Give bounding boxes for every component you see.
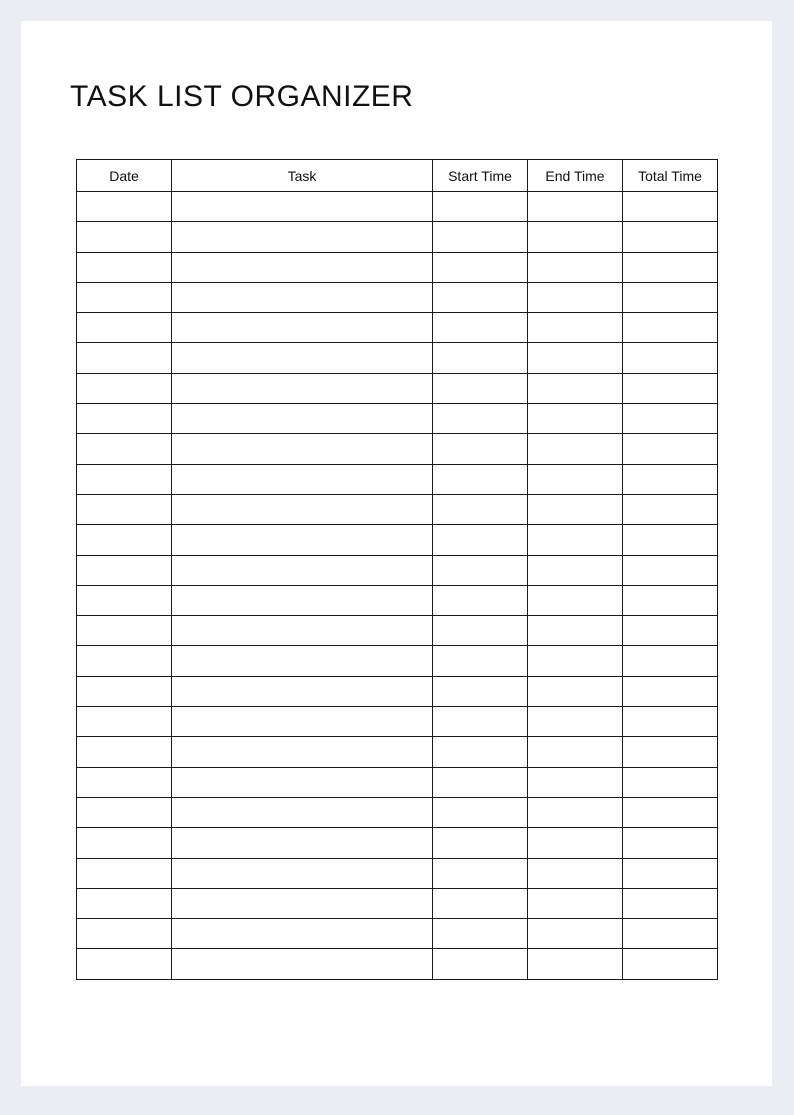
table-row bbox=[77, 707, 718, 737]
column-header-end-time: End Time bbox=[528, 160, 623, 192]
date-cell[interactable] bbox=[77, 585, 172, 615]
task-cell[interactable] bbox=[172, 676, 433, 706]
end-time-cell[interactable] bbox=[528, 585, 623, 615]
start-time-cell[interactable] bbox=[433, 646, 528, 676]
total-time-cell[interactable] bbox=[623, 888, 718, 918]
start-time-cell[interactable] bbox=[433, 192, 528, 222]
end-time-cell[interactable] bbox=[528, 888, 623, 918]
table-row bbox=[77, 313, 718, 343]
date-cell[interactable] bbox=[77, 919, 172, 949]
total-time-cell[interactable] bbox=[623, 373, 718, 403]
table-row bbox=[77, 949, 718, 979]
date-cell[interactable] bbox=[77, 494, 172, 524]
total-time-cell[interactable] bbox=[623, 222, 718, 252]
task-cell[interactable] bbox=[172, 949, 433, 979]
date-cell[interactable] bbox=[77, 828, 172, 858]
start-time-cell[interactable] bbox=[433, 888, 528, 918]
column-header-total-time: Total Time bbox=[623, 160, 718, 192]
date-cell[interactable] bbox=[77, 737, 172, 767]
task-cell[interactable] bbox=[172, 616, 433, 646]
date-cell[interactable] bbox=[77, 797, 172, 827]
start-time-cell[interactable] bbox=[433, 676, 528, 706]
end-time-cell[interactable] bbox=[528, 858, 623, 888]
start-time-cell[interactable] bbox=[433, 949, 528, 979]
end-time-cell[interactable] bbox=[528, 919, 623, 949]
date-cell[interactable] bbox=[77, 858, 172, 888]
table-row bbox=[77, 828, 718, 858]
date-cell[interactable] bbox=[77, 616, 172, 646]
start-time-cell[interactable] bbox=[433, 525, 528, 555]
table-row bbox=[77, 737, 718, 767]
task-cell[interactable] bbox=[172, 858, 433, 888]
column-header-start-time: Start Time bbox=[433, 160, 528, 192]
end-time-cell[interactable] bbox=[528, 616, 623, 646]
date-cell[interactable] bbox=[77, 434, 172, 464]
total-time-cell[interactable] bbox=[623, 737, 718, 767]
end-time-cell[interactable] bbox=[528, 676, 623, 706]
table-row bbox=[77, 343, 718, 373]
end-time-cell[interactable] bbox=[528, 828, 623, 858]
start-time-cell[interactable] bbox=[433, 404, 528, 434]
total-time-cell[interactable] bbox=[623, 252, 718, 282]
table-row bbox=[77, 222, 718, 252]
start-time-cell[interactable] bbox=[433, 313, 528, 343]
date-cell[interactable] bbox=[77, 646, 172, 676]
task-table bbox=[76, 159, 718, 980]
column-header-task: Task bbox=[172, 160, 433, 192]
end-time-cell[interactable] bbox=[528, 343, 623, 373]
table-row bbox=[77, 192, 718, 222]
start-time-cell[interactable] bbox=[433, 828, 528, 858]
task-cell[interactable] bbox=[172, 646, 433, 676]
start-time-cell[interactable] bbox=[433, 797, 528, 827]
start-time-cell[interactable] bbox=[433, 252, 528, 282]
total-time-cell[interactable] bbox=[623, 434, 718, 464]
total-time-cell[interactable] bbox=[623, 282, 718, 312]
date-cell[interactable] bbox=[77, 192, 172, 222]
total-time-cell[interactable] bbox=[623, 343, 718, 373]
task-cell[interactable] bbox=[172, 919, 433, 949]
table-row bbox=[77, 858, 718, 888]
total-time-cell[interactable] bbox=[623, 585, 718, 615]
start-time-cell[interactable] bbox=[433, 858, 528, 888]
task-table-body bbox=[77, 192, 718, 980]
date-cell[interactable] bbox=[77, 707, 172, 737]
table-row bbox=[77, 555, 718, 585]
start-time-cell[interactable] bbox=[433, 919, 528, 949]
end-time-cell[interactable] bbox=[528, 646, 623, 676]
task-cell[interactable] bbox=[172, 282, 433, 312]
end-time-cell[interactable] bbox=[528, 707, 623, 737]
start-time-cell[interactable] bbox=[433, 737, 528, 767]
date-cell[interactable] bbox=[77, 373, 172, 403]
end-time-cell[interactable] bbox=[528, 737, 623, 767]
total-time-cell[interactable] bbox=[623, 464, 718, 494]
total-time-cell[interactable] bbox=[623, 767, 718, 797]
date-cell[interactable] bbox=[77, 313, 172, 343]
end-time-cell[interactable] bbox=[528, 494, 623, 524]
table-row bbox=[77, 494, 718, 524]
column-header-date: Date bbox=[77, 160, 172, 192]
table-row bbox=[77, 404, 718, 434]
end-time-cell[interactable] bbox=[528, 313, 623, 343]
total-time-cell[interactable] bbox=[623, 858, 718, 888]
start-time-cell[interactable] bbox=[433, 343, 528, 373]
table-row bbox=[77, 797, 718, 827]
total-time-cell[interactable] bbox=[623, 949, 718, 979]
table-row bbox=[77, 676, 718, 706]
total-time-cell[interactable] bbox=[623, 797, 718, 827]
date-cell[interactable] bbox=[77, 676, 172, 706]
end-time-cell[interactable] bbox=[528, 525, 623, 555]
task-cell[interactable] bbox=[172, 494, 433, 524]
task-cell[interactable] bbox=[172, 434, 433, 464]
end-time-cell[interactable] bbox=[528, 555, 623, 585]
task-cell[interactable] bbox=[172, 192, 433, 222]
start-time-cell[interactable] bbox=[433, 222, 528, 252]
table-row bbox=[77, 919, 718, 949]
total-time-cell[interactable] bbox=[623, 646, 718, 676]
page-title: TASK LIST ORGANIZER bbox=[70, 80, 414, 113]
start-time-cell[interactable] bbox=[433, 555, 528, 585]
table-row bbox=[77, 888, 718, 918]
start-time-cell[interactable] bbox=[433, 464, 528, 494]
start-time-cell[interactable] bbox=[433, 585, 528, 615]
total-time-cell[interactable] bbox=[623, 192, 718, 222]
planner-page bbox=[21, 21, 772, 1086]
end-time-cell[interactable] bbox=[528, 434, 623, 464]
task-cell[interactable] bbox=[172, 404, 433, 434]
task-cell[interactable] bbox=[172, 222, 433, 252]
total-time-cell[interactable] bbox=[623, 828, 718, 858]
table-row bbox=[77, 646, 718, 676]
task-cell[interactable] bbox=[172, 797, 433, 827]
task-cell[interactable] bbox=[172, 525, 433, 555]
total-time-cell[interactable] bbox=[623, 555, 718, 585]
total-time-cell[interactable] bbox=[623, 313, 718, 343]
end-time-cell[interactable] bbox=[528, 282, 623, 312]
date-cell[interactable] bbox=[77, 282, 172, 312]
date-cell[interactable] bbox=[77, 252, 172, 282]
start-time-cell[interactable] bbox=[433, 767, 528, 797]
end-time-cell[interactable] bbox=[528, 192, 623, 222]
task-cell[interactable] bbox=[172, 313, 433, 343]
table-row bbox=[77, 585, 718, 615]
table-row bbox=[77, 373, 718, 403]
task-cell[interactable] bbox=[172, 737, 433, 767]
total-time-cell[interactable] bbox=[623, 525, 718, 555]
date-cell[interactable] bbox=[77, 404, 172, 434]
start-time-cell[interactable] bbox=[433, 434, 528, 464]
total-time-cell[interactable] bbox=[623, 707, 718, 737]
end-time-cell[interactable] bbox=[528, 252, 623, 282]
table-row bbox=[77, 616, 718, 646]
task-cell[interactable] bbox=[172, 888, 433, 918]
task-cell[interactable] bbox=[172, 828, 433, 858]
date-cell[interactable] bbox=[77, 525, 172, 555]
start-time-cell[interactable] bbox=[433, 707, 528, 737]
table-header-row bbox=[77, 160, 718, 192]
task-cell[interactable] bbox=[172, 585, 433, 615]
task-cell[interactable] bbox=[172, 343, 433, 373]
start-time-cell[interactable] bbox=[433, 282, 528, 312]
date-cell[interactable] bbox=[77, 888, 172, 918]
total-time-cell[interactable] bbox=[623, 919, 718, 949]
total-time-cell[interactable] bbox=[623, 404, 718, 434]
start-time-cell[interactable] bbox=[433, 616, 528, 646]
task-cell[interactable] bbox=[172, 767, 433, 797]
task-cell[interactable] bbox=[172, 555, 433, 585]
date-cell[interactable] bbox=[77, 949, 172, 979]
end-time-cell[interactable] bbox=[528, 222, 623, 252]
task-cell[interactable] bbox=[172, 373, 433, 403]
task-cell[interactable] bbox=[172, 252, 433, 282]
task-cell[interactable] bbox=[172, 707, 433, 737]
total-time-cell[interactable] bbox=[623, 676, 718, 706]
end-time-cell[interactable] bbox=[528, 767, 623, 797]
table-row bbox=[77, 525, 718, 555]
table-row bbox=[77, 282, 718, 312]
date-cell[interactable] bbox=[77, 343, 172, 373]
table-row bbox=[77, 434, 718, 464]
table-row bbox=[77, 767, 718, 797]
end-time-cell[interactable] bbox=[528, 949, 623, 979]
total-time-cell[interactable] bbox=[623, 616, 718, 646]
end-time-cell[interactable] bbox=[528, 373, 623, 403]
start-time-cell[interactable] bbox=[433, 494, 528, 524]
table-row bbox=[77, 464, 718, 494]
end-time-cell[interactable] bbox=[528, 404, 623, 434]
start-time-cell[interactable] bbox=[433, 373, 528, 403]
date-cell[interactable] bbox=[77, 222, 172, 252]
date-cell[interactable] bbox=[77, 464, 172, 494]
table-row bbox=[77, 252, 718, 282]
end-time-cell[interactable] bbox=[528, 464, 623, 494]
total-time-cell[interactable] bbox=[623, 494, 718, 524]
end-time-cell[interactable] bbox=[528, 797, 623, 827]
date-cell[interactable] bbox=[77, 555, 172, 585]
task-cell[interactable] bbox=[172, 464, 433, 494]
date-cell[interactable] bbox=[77, 767, 172, 797]
